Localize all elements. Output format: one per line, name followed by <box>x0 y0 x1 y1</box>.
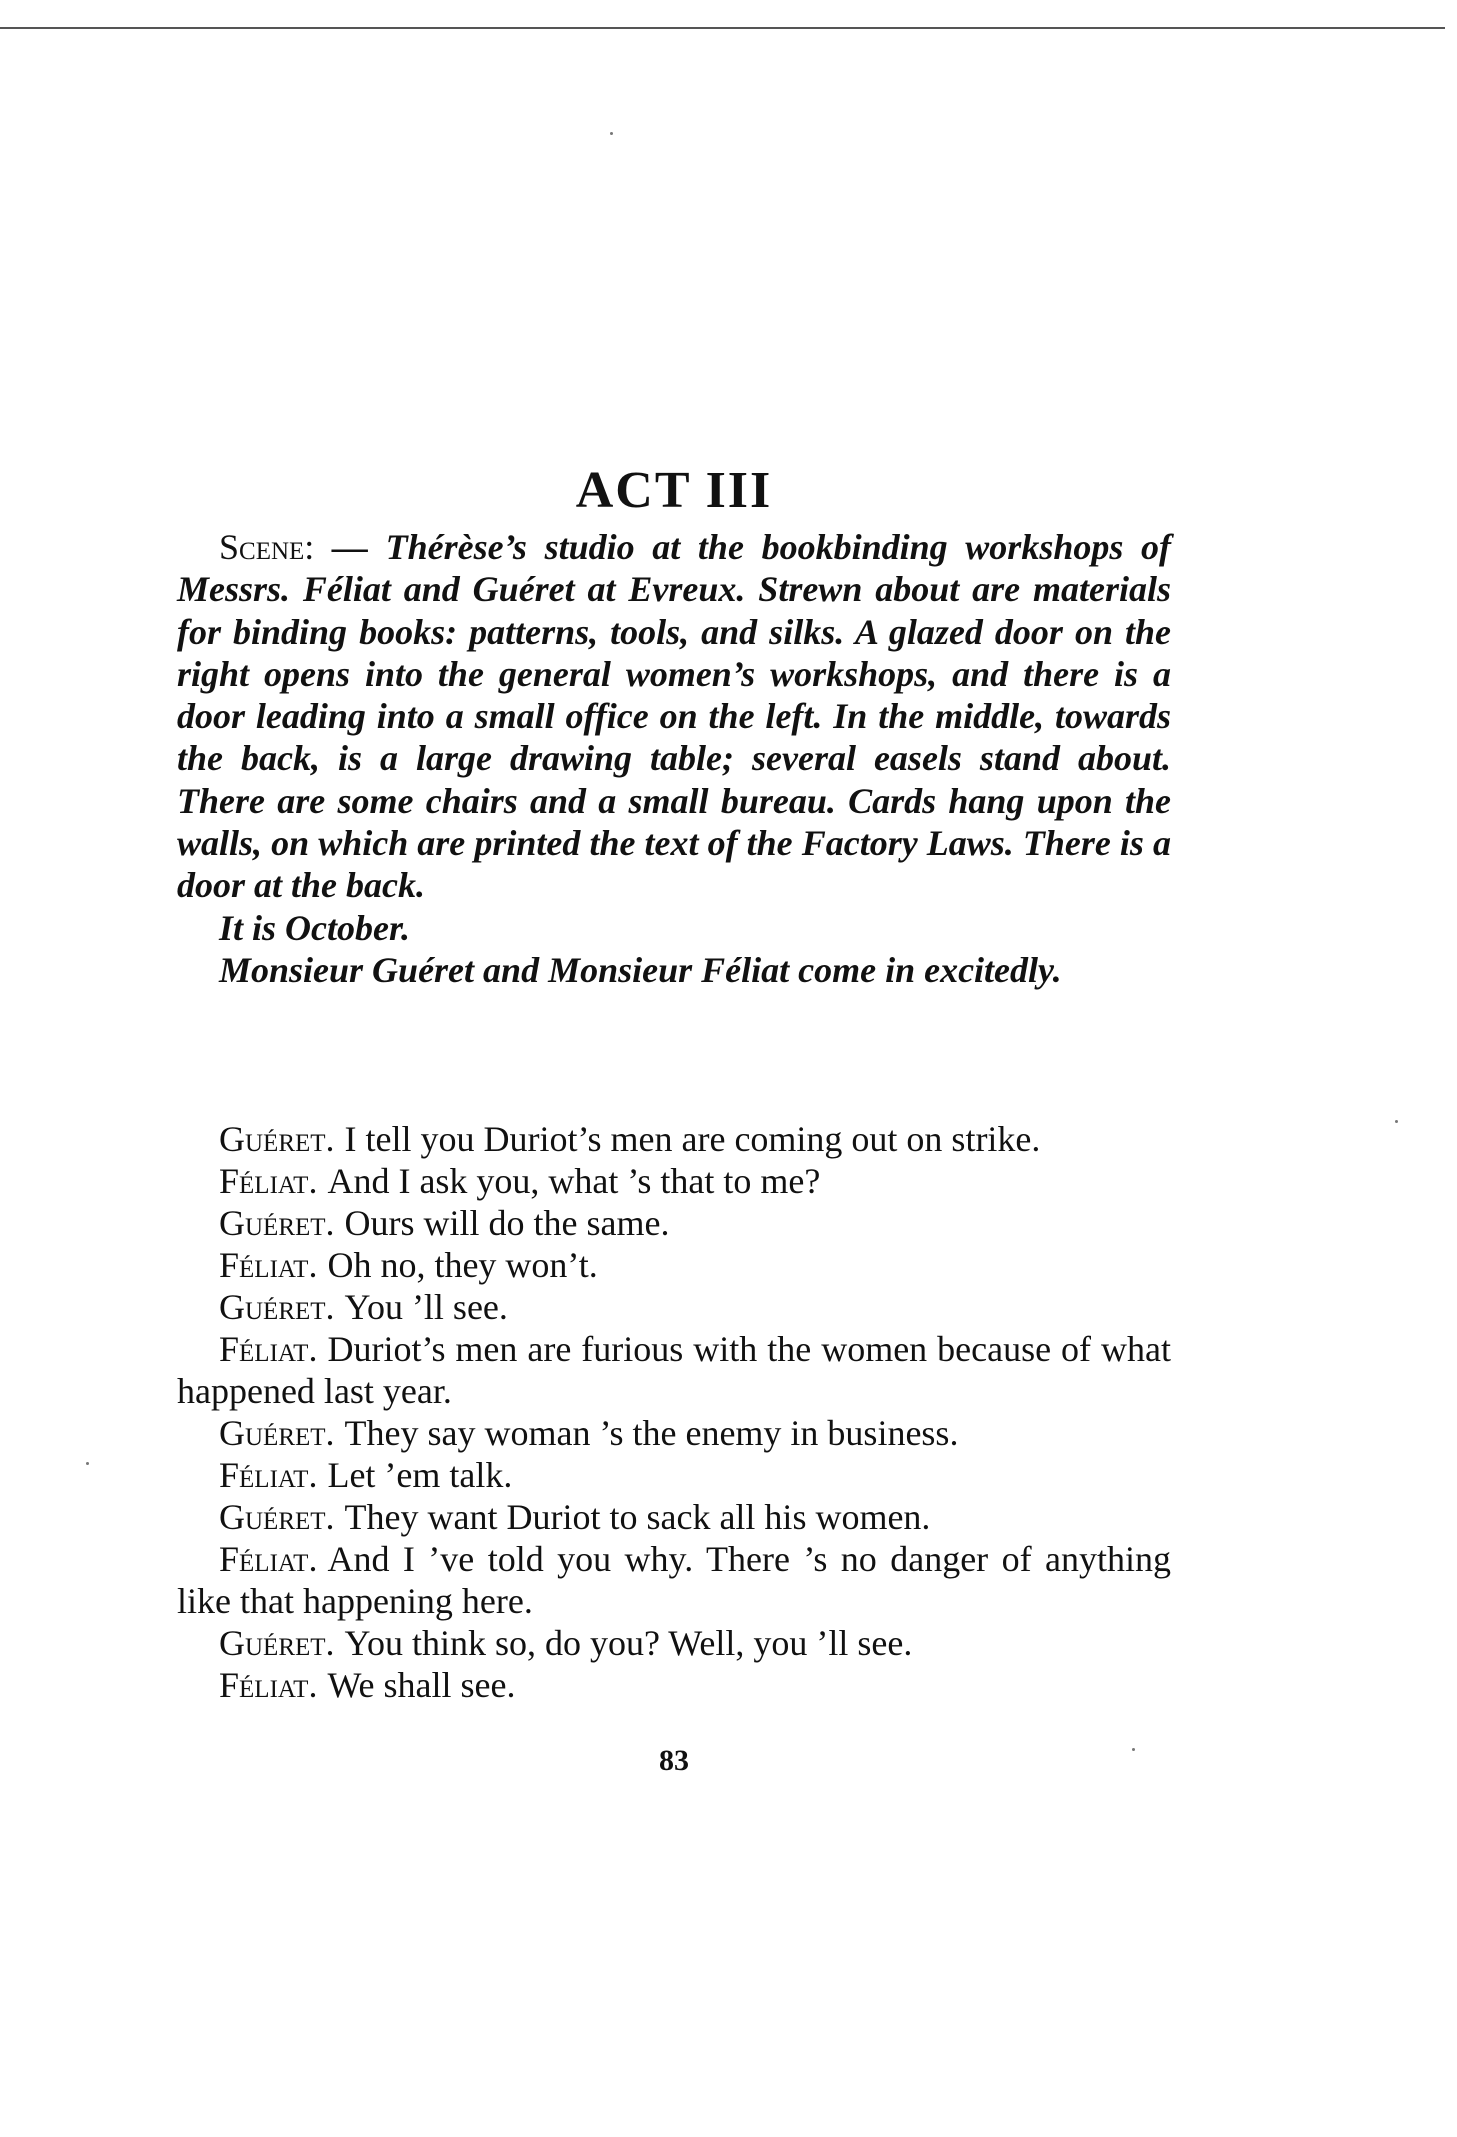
speaker-name: Féliat. <box>219 1329 318 1369</box>
scene-time: It is October. <box>219 907 411 948</box>
dialogue-line <box>177 1454 1171 1496</box>
line-text: We shall see. <box>327 1665 516 1705</box>
speaker-name: Féliat. <box>219 1245 318 1285</box>
line-text: You ’ll see. <box>344 1287 508 1327</box>
line-text: Oh no, they won’t. <box>327 1245 598 1285</box>
paper-speck <box>610 132 613 135</box>
dialogue-line <box>177 1328 1171 1412</box>
line-text: And I ’ve told you why. There ’s no danger of anything like that happening here. <box>177 1539 1171 1621</box>
dialogue-line <box>177 1412 1171 1454</box>
line-text: They want Duriot to sack all his women. <box>344 1497 931 1537</box>
scene-text: Thérèse’s studio at the bookbinding workshops of Messrs. Féliat and Guéret at Evreux. Strewn about are materials for binding books: patterns, tools, and silks. A glazed door on the right opens into the general women’s workshops, and there is a door leading into a small office on the left. In the middle, towards the back, is a large drawing table; several easels stand about. There are some chairs and a small bureau. Cards hang upon the walls, on which are printed the text of the Factory Laws. There is a door at the back. <box>177 527 1172 906</box>
dialogue <box>177 1118 1171 1706</box>
line-text: I tell you Duriot’s men are coming out on strike. <box>344 1119 1041 1159</box>
dialogue-line <box>177 1496 1171 1538</box>
scene-entrance: Monsieur Guéret and Monsieur Féliat come in excitedly. <box>219 949 1062 990</box>
stage-direction <box>177 526 1171 991</box>
line-text: Ours will do the same. <box>344 1203 670 1243</box>
scene-description <box>177 526 1171 907</box>
dialogue-line <box>177 1244 1171 1286</box>
speaker-name: Féliat. <box>219 1161 318 1201</box>
line-text: And I ask you, what ’s that to me? <box>327 1161 821 1201</box>
dialogue-line <box>177 1538 1171 1622</box>
dialogue-line <box>177 1664 1171 1706</box>
dialogue-line <box>177 1118 1171 1160</box>
scene-label: Scene: <box>219 527 315 567</box>
speaker-name: Féliat. <box>219 1539 318 1579</box>
page-number: 83 <box>659 1744 689 1777</box>
dialogue-line <box>177 1622 1171 1664</box>
speaker-name: Guéret. <box>219 1623 335 1663</box>
speaker-name: Guéret. <box>219 1203 335 1243</box>
paper-speck <box>1395 1120 1398 1123</box>
dialogue-line <box>177 1160 1171 1202</box>
paper-speck <box>86 1462 89 1465</box>
dialogue-line <box>177 1202 1171 1244</box>
line-text: Let ’em talk. <box>327 1455 513 1495</box>
top-rule <box>0 27 1445 29</box>
speaker-name: Féliat. <box>219 1665 318 1705</box>
line-text: You think so, do you? Well, you ’ll see. <box>344 1623 913 1663</box>
speaker-name: Guéret. <box>219 1497 335 1537</box>
line-text: Duriot’s men are furious with the women because of what happened last year. <box>177 1329 1171 1411</box>
act-title: ACT III <box>575 461 773 519</box>
speaker-name: Guéret. <box>219 1287 335 1327</box>
speaker-name: Guéret. <box>219 1119 335 1159</box>
speaker-name: Guéret. <box>219 1413 335 1453</box>
scene-dash: — <box>314 527 386 567</box>
line-text: They say woman ’s the enemy in business. <box>344 1413 959 1453</box>
dialogue-line <box>177 1286 1171 1328</box>
speaker-name: Féliat. <box>219 1455 318 1495</box>
